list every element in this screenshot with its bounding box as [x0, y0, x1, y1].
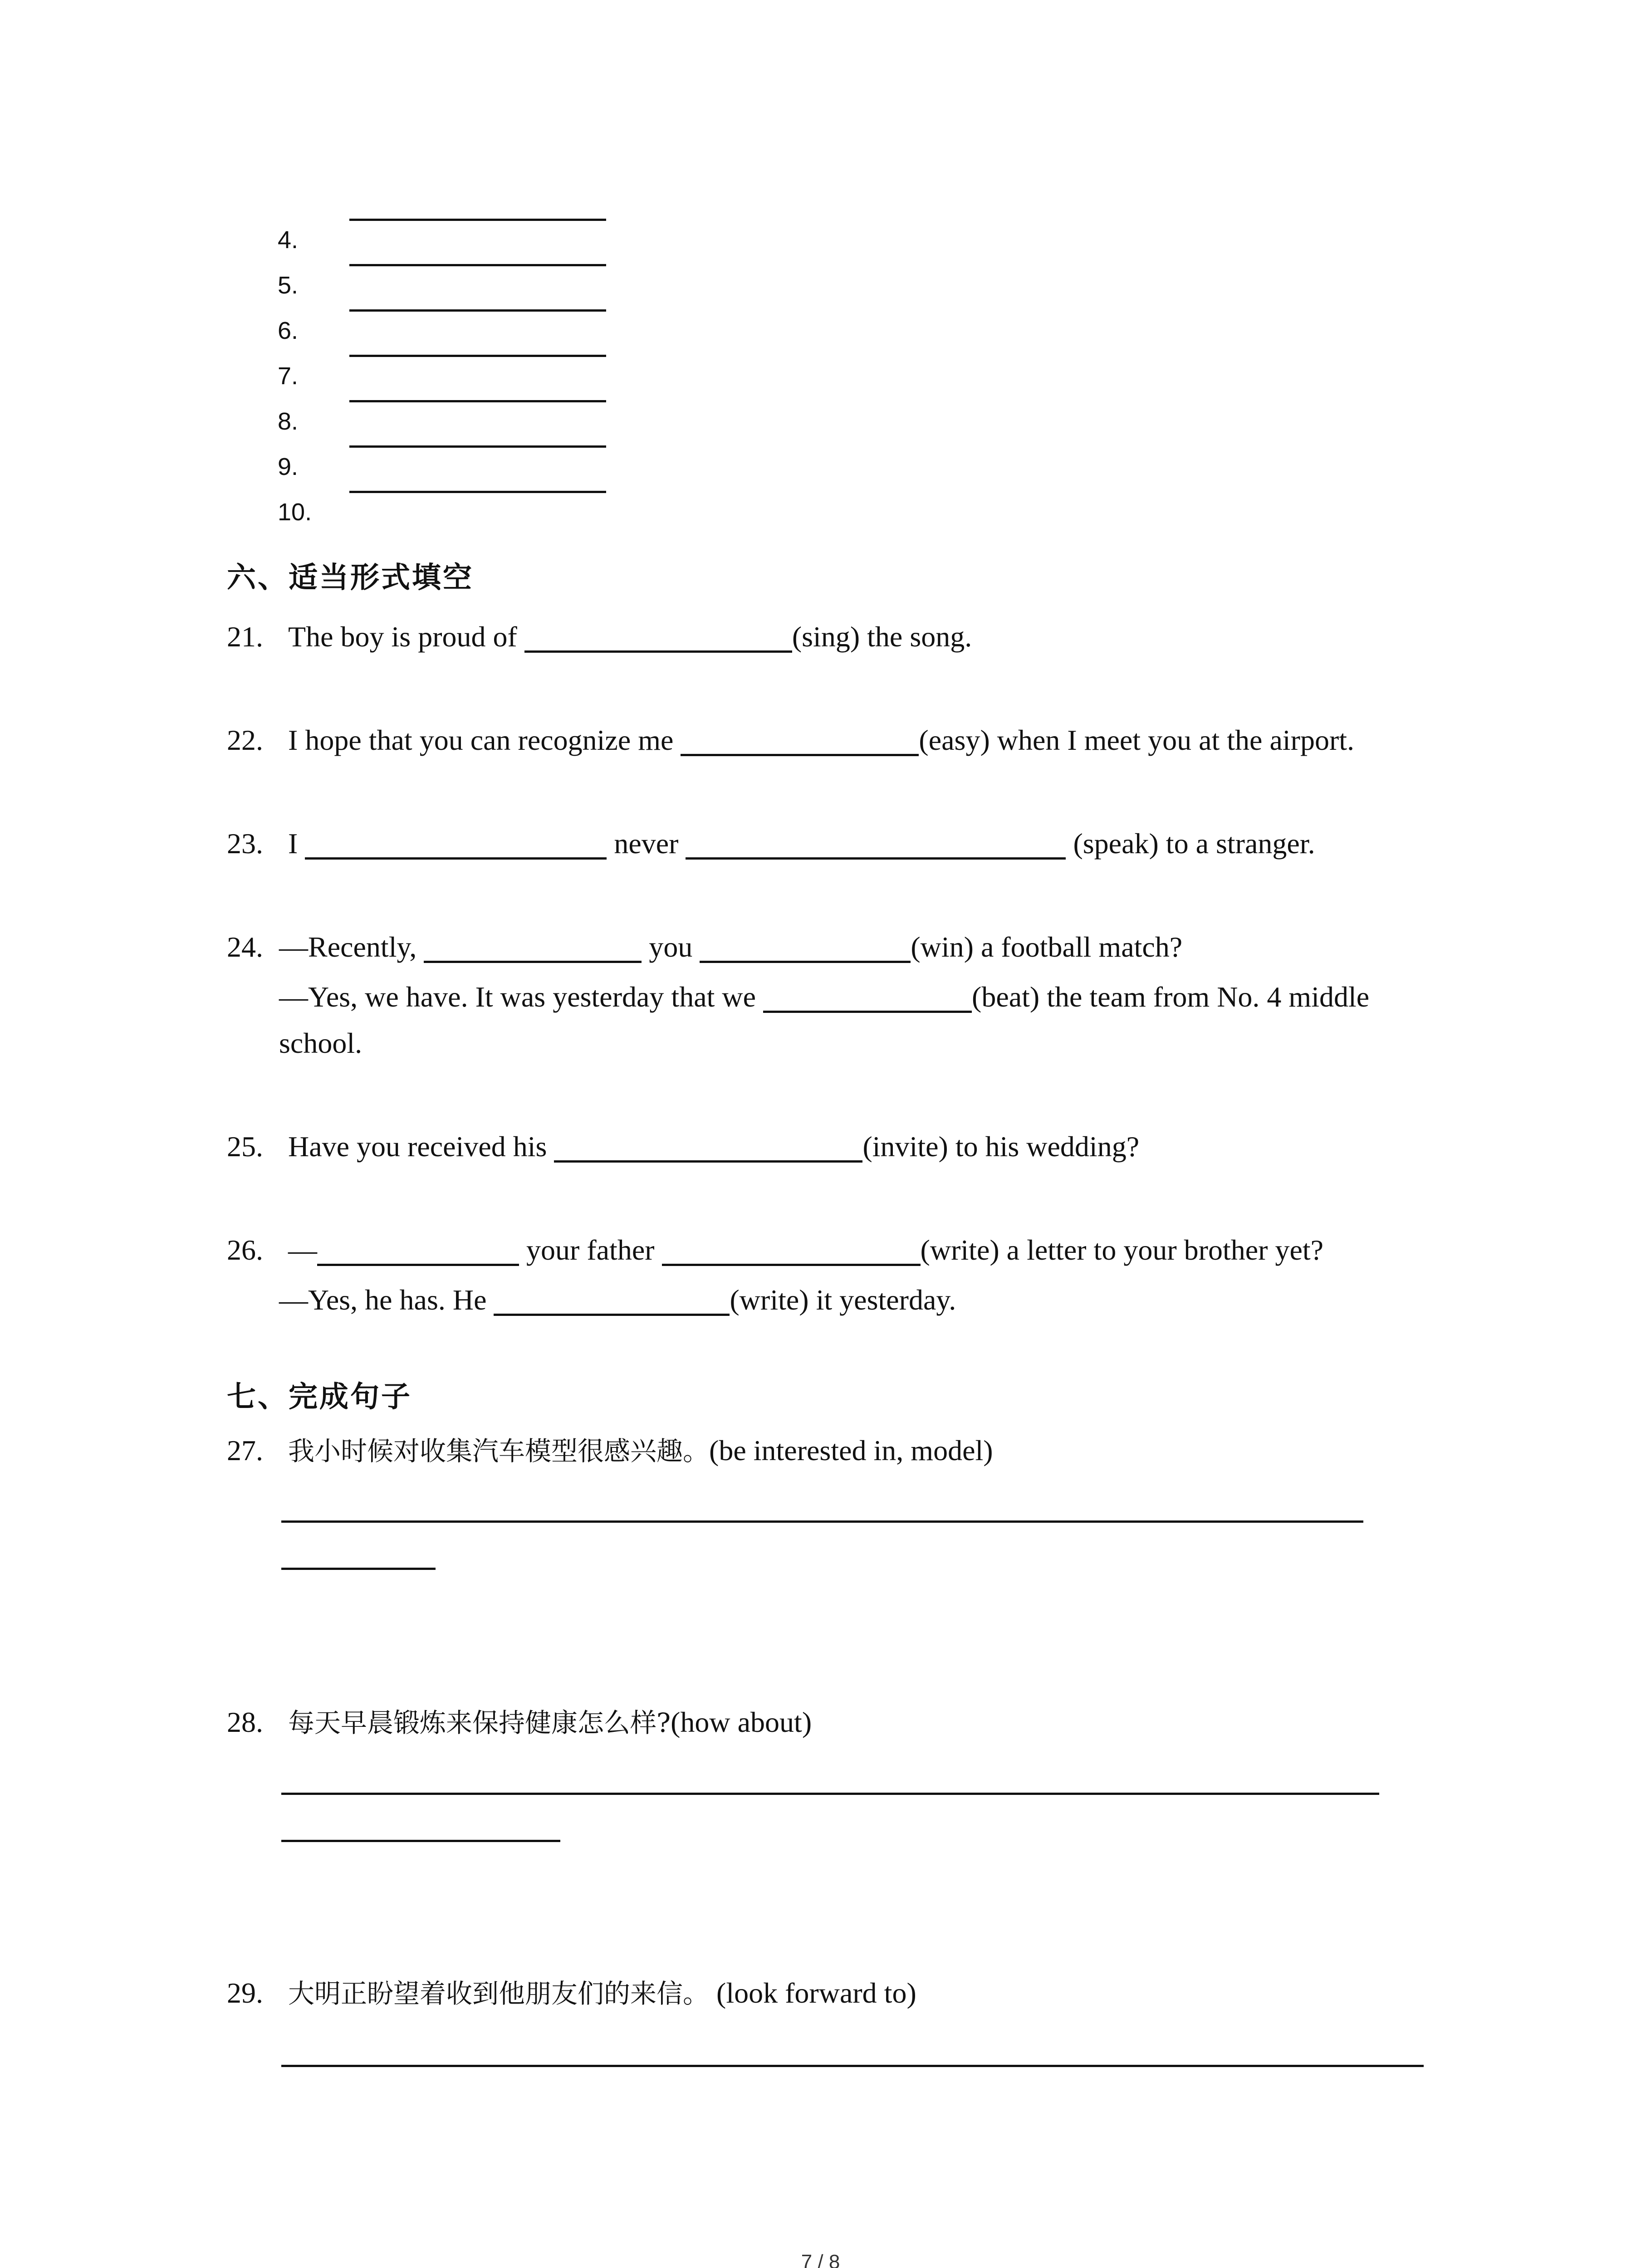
question-28 [227, 1708, 812, 1737]
fill-blank[interactable] [554, 1134, 862, 1163]
answer-number: 8. [278, 408, 299, 435]
answer-number: 6. [278, 317, 299, 344]
writing-line[interactable] [281, 1840, 560, 1842]
hint: (look forward to) [709, 1977, 916, 2009]
question-number: 26. [227, 1234, 263, 1266]
answer-line [349, 491, 606, 493]
fill-blank[interactable] [700, 934, 911, 963]
fill-blank[interactable] [317, 1237, 519, 1266]
question-number: 25. [227, 1130, 263, 1163]
question-number: 27. [227, 1434, 263, 1466]
answer-line [349, 264, 606, 266]
writing-line[interactable] [281, 1793, 1379, 1795]
chinese-prompt: 我小时候对收集汽车模型很感兴趣。 [288, 1436, 710, 1466]
writing-line[interactable] [281, 1568, 436, 1570]
question-22: 22. I hope that you can recognize me (easy) when I meet you at the airport. [227, 724, 1355, 756]
chinese-prompt: 每天早晨锻炼来保持健康怎么样? [288, 1707, 671, 1738]
answer-line [349, 355, 606, 357]
answer-line [349, 400, 606, 402]
chinese-prompt: 大明正盼望着收到他朋友们的来信。 [288, 1978, 710, 2009]
question-27 [227, 1436, 993, 1465]
writing-line[interactable] [281, 2065, 1424, 2067]
question-24-continued: school. [279, 1027, 362, 1059]
question-29 [227, 1979, 916, 2008]
question-24: 24. —Recently, you (win) a football match? [227, 931, 1183, 963]
question-number: 23. [227, 827, 263, 860]
question-number: 24. [227, 931, 263, 963]
answer-number: 5. [278, 272, 299, 299]
hint: (be interested in, model) [709, 1434, 993, 1466]
question-24-answer: —Yes, we have. It was yesterday that we (beat) the team from No. 4 middle [279, 981, 1370, 1013]
page-number: 7 / 8 [801, 2251, 840, 2268]
answer-number: 10. [278, 499, 312, 526]
hint: (how about) [671, 1706, 812, 1738]
answer-number: 7. [278, 362, 299, 390]
fill-blank[interactable] [686, 831, 1066, 860]
fill-blank[interactable] [494, 1287, 730, 1316]
answer-number: 4. [278, 226, 299, 254]
section-7-title: 七、完成句子 [227, 1380, 412, 1414]
answer-line [349, 309, 606, 312]
question-21: 21. The boy is proud of (sing) the song. [227, 621, 972, 653]
question-number: 29. [227, 1977, 263, 2009]
fill-blank[interactable] [681, 728, 919, 756]
writing-line[interactable] [281, 1520, 1363, 1523]
answer-line-top [349, 219, 606, 221]
section-6-title: 六、适当形式填空 [227, 561, 474, 595]
question-26-answer: —Yes, he has. He (write) it yesterday. [279, 1284, 956, 1316]
fill-blank[interactable] [662, 1237, 921, 1266]
question-number: 28. [227, 1706, 263, 1738]
answer-number: 9. [278, 453, 299, 480]
question-23: 23. I never (speak) to a stranger. [227, 827, 1315, 860]
fill-blank[interactable] [524, 624, 792, 653]
fill-blank[interactable] [424, 934, 642, 963]
question-26: 26. — your father (write) a letter to your brother yet? [227, 1234, 1324, 1266]
question-25: 25. Have you received his (invite) to his wedding? [227, 1130, 1140, 1163]
question-number: 22. [227, 724, 263, 756]
fill-blank[interactable] [305, 831, 607, 860]
question-number: 21. [227, 621, 263, 653]
fill-blank[interactable] [763, 984, 972, 1013]
answer-line [349, 445, 606, 448]
